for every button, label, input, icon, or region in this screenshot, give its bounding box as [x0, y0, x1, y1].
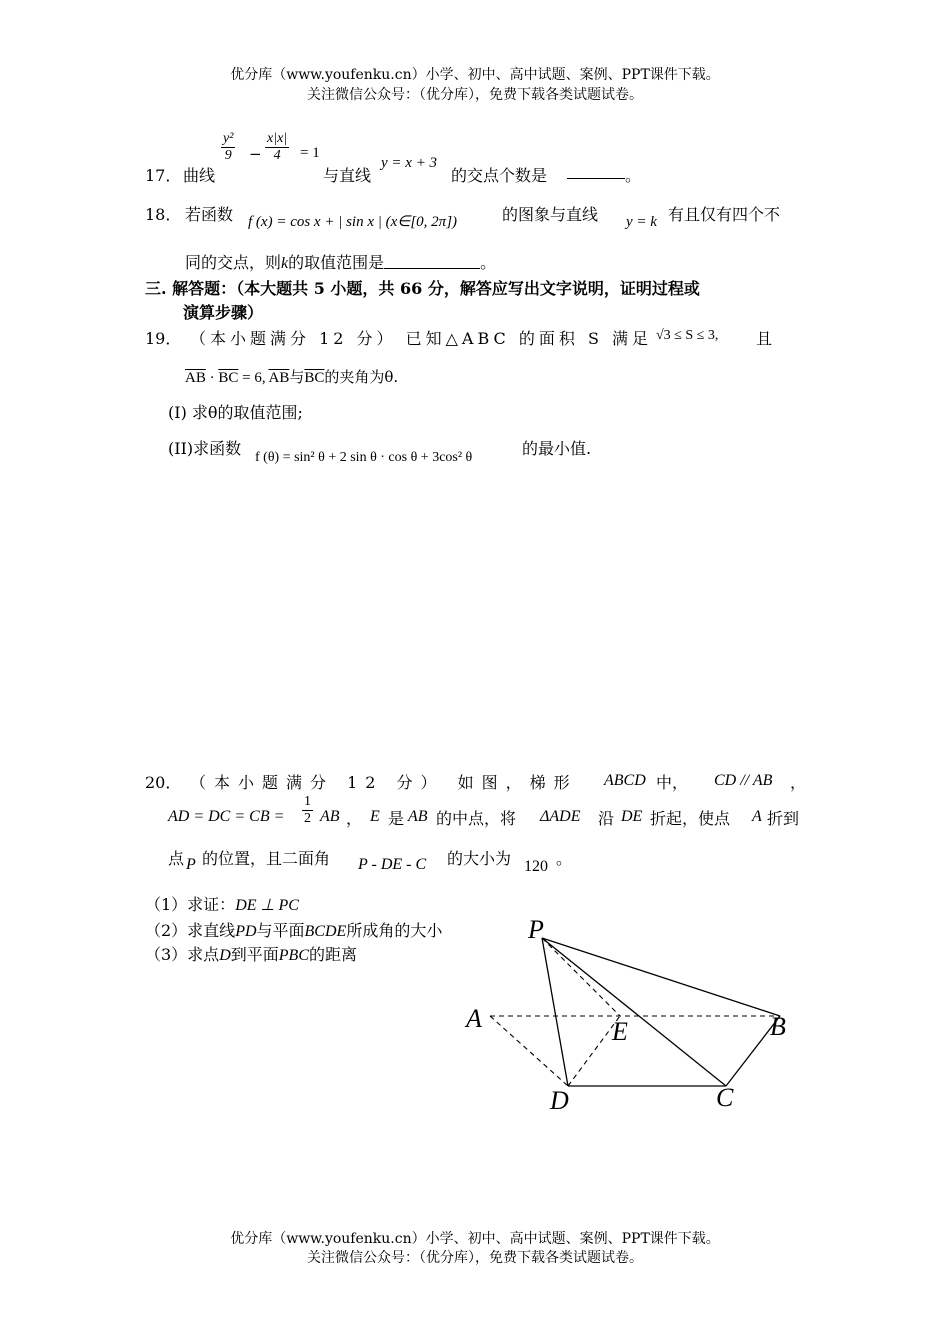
- q19-eq6: = 6,: [238, 370, 266, 386]
- q18-text-b: 的图象与直线: [502, 205, 599, 224]
- q20-part-3-label: （3）求点: [145, 945, 220, 964]
- q17-text-c: 的交点个数是: [451, 166, 548, 185]
- q19-part-2-a: (II)求函数: [168, 439, 242, 458]
- q19-number: 19．: [145, 329, 182, 348]
- label-c: C: [716, 1083, 734, 1112]
- q19-condition: √3 ≤ S ≤ 3,: [656, 328, 719, 343]
- q20-text-i: 点: [168, 849, 185, 868]
- label-b: B: [770, 1012, 786, 1041]
- label-d: D: [550, 1086, 569, 1115]
- q17-line-equation: y = x + 3: [381, 155, 438, 171]
- q20-text-k: 的大小为: [447, 849, 512, 868]
- header-line-1: 优分库（www.youfenku.cn）小学、初中、高中试题、案例、PPT课件下载。: [230, 67, 720, 83]
- q20-equalities: AD = DC = CB =: [168, 808, 285, 825]
- q20-text-a: （本小题满分 12 分） 如图，梯形: [190, 773, 578, 792]
- q20-text-f: 沿: [598, 809, 615, 828]
- q17-equals-one: = 1: [300, 145, 320, 161]
- q19-angle: 的夹角为θ.: [324, 368, 399, 386]
- q19-part-2-b: 的最小值.: [522, 439, 592, 458]
- edge-pb: [542, 938, 780, 1016]
- q17-answer-blank[interactable]: [567, 164, 625, 179]
- q20-text-g: 折起，使点: [650, 809, 731, 828]
- q17-minus: −: [249, 145, 262, 163]
- q20-comma: ，: [790, 773, 807, 792]
- q18-function: f (x) = cos x + | sin x | (x∈[0, 2π]): [248, 214, 458, 230]
- geometry-figure: [460, 910, 820, 1120]
- header-line-2: 关注微信公众号：（优分库），免费下载各类试题试卷。: [307, 87, 643, 103]
- q18-line-equation: y = k: [626, 214, 657, 230]
- edge-pc: [542, 938, 726, 1086]
- q20-half-fraction: $\frac{1}{2}$: [304, 794, 311, 826]
- q20-text-h: 折到: [767, 809, 800, 828]
- q20-part-2-label: （2）求直线: [145, 921, 236, 940]
- label-e: E: [612, 1017, 628, 1046]
- q18-answer-blank[interactable]: [384, 254, 480, 269]
- q17-fraction-1: $\frac{\text{y²}}{9}$: [223, 131, 234, 163]
- label-a: A: [466, 1004, 482, 1033]
- q17-end: 。: [625, 166, 642, 185]
- q19-vector-bc: $\overline{BC}$: [218, 370, 239, 386]
- section-3-title: 三. 解答题：（本大题共 5 小题，共 66 分，解答应写出文字说明，证明过程或: [145, 279, 700, 298]
- label-p: P: [528, 915, 544, 944]
- q20-end: 。: [556, 849, 573, 868]
- q19-vector-ab-2: $\overline{AB}$: [268, 370, 290, 386]
- section-3-title-cont: 演算步骤）: [183, 303, 264, 322]
- q20-part-3-end: 的距离: [308, 945, 357, 964]
- edge-ad-dashed: [490, 1016, 568, 1086]
- q20-a: A: [752, 808, 762, 825]
- q19-dot: ·: [205, 370, 219, 386]
- q18-end: 。: [480, 253, 497, 272]
- q19-vector-ab: $\overline{AB}$: [185, 370, 206, 386]
- q20-part-1-label: （1）求证：: [145, 895, 236, 914]
- q19-part-2-function: f (θ) = sin² θ + 2 sin θ · cos θ + 3cos² θ: [255, 450, 473, 465]
- q20-p: P: [186, 856, 196, 873]
- q18-k: k: [281, 255, 289, 272]
- footer-line-2: 关注微信公众号：（优分库），免费下载各类试题试卷。: [307, 1250, 643, 1266]
- q20-text-j: 的位置，且二面角: [202, 849, 331, 868]
- q20-triangle-ade: ΔADE: [540, 808, 581, 825]
- q20-number: 20．: [145, 773, 182, 792]
- q20-part-3-mid: 到平面: [230, 945, 279, 964]
- q18-text-a: 若函数: [185, 205, 234, 224]
- q17-fraction-2: $\frac{x|x|}{4}$: [267, 131, 288, 163]
- q19-text-a: （本小题满分 12 分） 已知△ABC 的面积 S 满足: [190, 329, 652, 348]
- q19-with: 与: [289, 368, 305, 386]
- q20-text-d: 是: [388, 809, 405, 828]
- q18-text-d-label: 同的交点，则: [185, 253, 282, 272]
- q20-e: E: [370, 808, 380, 825]
- q20-part-2-mid: 与平面: [256, 921, 305, 940]
- q18-text-c: 有且仅有四个不: [668, 205, 781, 224]
- q17-number: 17．: [145, 166, 182, 185]
- q20-degree: 120: [524, 858, 548, 875]
- q20-de: DE: [621, 808, 643, 825]
- q18-text-d: [185, 250, 496, 273]
- q20-part-2-pd: PD: [235, 923, 257, 940]
- q20-part-3: [145, 942, 357, 965]
- footer-line-1: 优分库（www.youfenku.cn）小学、初中、高中试题、案例、PPT课件下载。: [230, 1231, 720, 1247]
- q20-part-2: [145, 918, 442, 941]
- q20-ab-2: AB: [408, 808, 428, 825]
- q18-text-e: 的取值范围是: [288, 253, 385, 272]
- q20-dihedral: P - DE - C: [358, 856, 427, 873]
- q17-text-b: 与直线: [323, 166, 372, 185]
- q17-text-a: 曲线: [183, 166, 216, 185]
- q20-parallel: CD // AB: [714, 772, 773, 789]
- q18-number: 18．: [145, 205, 182, 224]
- q20-text-e: 的中点，将: [436, 809, 517, 828]
- q19-vector-condition: [185, 366, 398, 387]
- q19-vector-bc-2: $\overline{BC}$: [304, 370, 325, 386]
- q20-part-3-pbc: PBC: [278, 947, 309, 964]
- q19-part-1: (I) 求θ的取值范围;: [168, 403, 303, 422]
- q20-part-1: [145, 892, 299, 915]
- q20-text-c: ，: [346, 809, 363, 828]
- q20-part-1-statement: DE ⊥ PC: [235, 897, 299, 914]
- q20-part-2-bcde: BCDE: [304, 923, 347, 940]
- q20-text-b: 中，: [656, 773, 689, 792]
- q20-part-2-end: 所成角的大小: [346, 921, 443, 940]
- q20-ab: AB: [320, 808, 340, 825]
- q20-abcd: ABCD: [604, 772, 646, 789]
- q19-text-b: 且: [756, 329, 773, 348]
- q20-part-3-d: D: [219, 947, 231, 964]
